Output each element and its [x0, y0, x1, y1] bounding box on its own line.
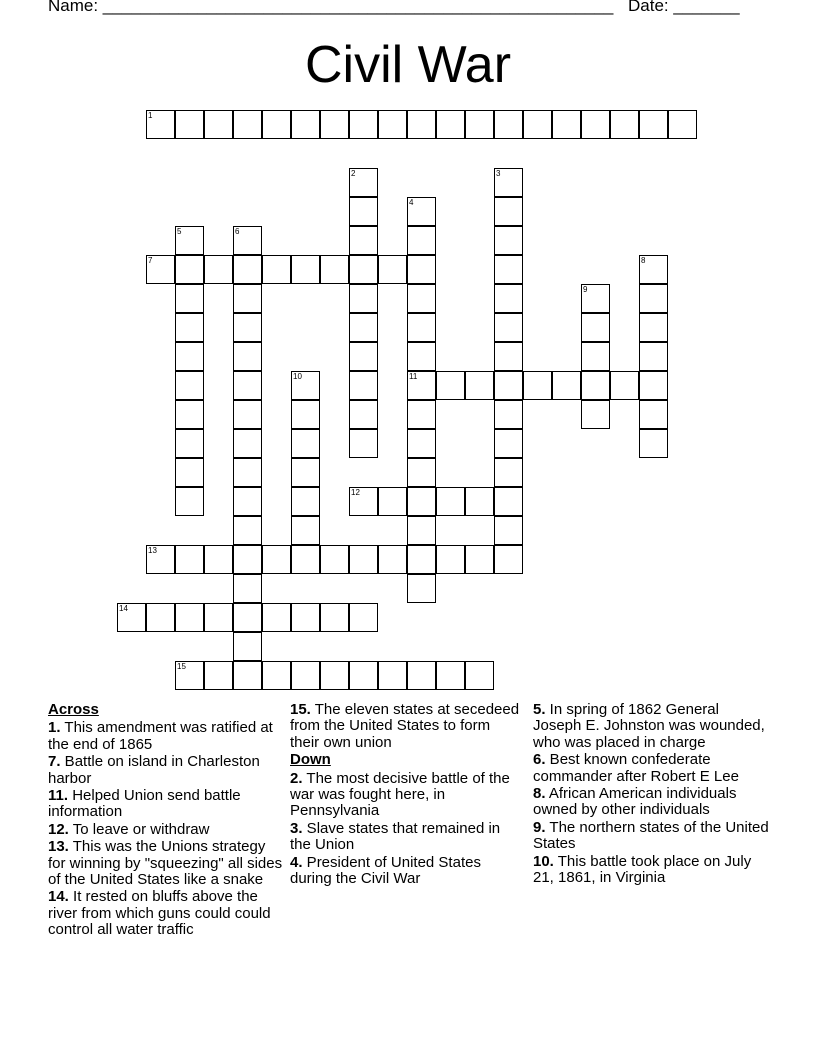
grid-cell[interactable]: [378, 255, 407, 284]
grid-cell[interactable]: [523, 371, 552, 400]
grid-cell[interactable]: [494, 255, 523, 284]
grid-cell[interactable]: [494, 516, 523, 545]
grid-cell[interactable]: [639, 400, 668, 429]
clue-number-label: 13: [148, 546, 157, 555]
grid-cell[interactable]: [639, 342, 668, 371]
grid-cell[interactable]: [233, 574, 262, 603]
grid-cell[interactable]: [204, 545, 233, 574]
grid-cell[interactable]: [552, 371, 581, 400]
grid-cell[interactable]: [494, 284, 523, 313]
clue-number: 11.: [48, 787, 69, 805]
grid-cell[interactable]: [552, 110, 581, 139]
clue-number-label: 9: [583, 285, 588, 294]
clue-number: 8.: [533, 785, 546, 803]
grid-cell[interactable]: [378, 661, 407, 690]
date-field[interactable]: Date: _______: [628, 0, 740, 15]
grid-cell[interactable]: [204, 603, 233, 632]
grid-cell[interactable]: [175, 342, 204, 371]
grid-cell[interactable]: [349, 110, 378, 139]
grid-cell[interactable]: [320, 255, 349, 284]
grid-cell[interactable]: [233, 661, 262, 690]
clue-across-7: [48, 754, 286, 787]
grid-cell[interactable]: [523, 110, 552, 139]
grid-cell[interactable]: [291, 400, 320, 429]
grid-cell[interactable]: [378, 545, 407, 574]
grid-cell[interactable]: [639, 110, 668, 139]
grid-cell[interactable]: [175, 458, 204, 487]
clue-text: President of United States during the Civil War: [290, 853, 481, 888]
clue-column-right: [533, 702, 771, 887]
grid-cell[interactable]: [320, 603, 349, 632]
grid-cell[interactable]: [175, 429, 204, 458]
grid-cell[interactable]: [175, 226, 204, 255]
grid-cell[interactable]: [436, 661, 465, 690]
grid-cell[interactable]: [291, 661, 320, 690]
clue-number-label: 2: [351, 169, 356, 178]
grid-cell[interactable]: [175, 284, 204, 313]
grid-cell[interactable]: [349, 400, 378, 429]
clue-column-left: [48, 702, 286, 940]
grid-cell[interactable]: [262, 545, 291, 574]
clue-text: To leave or withdraw: [68, 820, 210, 838]
grid-cell[interactable]: [436, 110, 465, 139]
grid-cell[interactable]: [465, 487, 494, 516]
grid-cell[interactable]: [407, 487, 436, 516]
grid-cell[interactable]: [494, 371, 523, 400]
grid-cell[interactable]: [494, 458, 523, 487]
grid-cell[interactable]: [610, 110, 639, 139]
grid-cell[interactable]: [117, 603, 146, 632]
grid-cell[interactable]: [146, 603, 175, 632]
clue-across-15: [290, 702, 522, 751]
grid-cell[interactable]: [349, 545, 378, 574]
grid-cell[interactable]: [407, 574, 436, 603]
clue-down-5: [533, 702, 771, 751]
grid-cell[interactable]: [349, 371, 378, 400]
clue-down-4: [290, 855, 522, 888]
grid-cell[interactable]: [407, 371, 436, 400]
grid-cell[interactable]: [291, 603, 320, 632]
grid-cell[interactable]: [349, 342, 378, 371]
grid-cell[interactable]: [349, 284, 378, 313]
grid-cell[interactable]: [436, 487, 465, 516]
grid-cell[interactable]: [233, 458, 262, 487]
grid-cell[interactable]: [465, 371, 494, 400]
grid-cell[interactable]: [494, 545, 523, 574]
grid-cell[interactable]: [436, 545, 465, 574]
clue-number-label: 10: [293, 372, 302, 381]
grid-cell[interactable]: [436, 371, 465, 400]
grid-cell[interactable]: [204, 661, 233, 690]
grid-cell[interactable]: [291, 545, 320, 574]
grid-cell[interactable]: [262, 603, 291, 632]
grid-cell[interactable]: [407, 458, 436, 487]
clue-number-label: 4: [409, 198, 414, 207]
grid-cell[interactable]: [378, 110, 407, 139]
grid-cell[interactable]: [581, 110, 610, 139]
grid-cell[interactable]: [581, 284, 610, 313]
grid-cell[interactable]: [233, 110, 262, 139]
clue-number: 3.: [290, 819, 303, 837]
clue-column-middle: [290, 702, 522, 888]
clue-down-10: [533, 854, 771, 887]
clue-across-13: [48, 839, 286, 888]
clue-number: 10.: [533, 852, 554, 870]
grid-cell[interactable]: [581, 313, 610, 342]
clue-text: The eleven states at secedeed from the United States to form their own union: [290, 701, 520, 751]
grid-cell[interactable]: [407, 110, 436, 139]
clue-number: 2.: [290, 769, 303, 787]
grid-cell[interactable]: [407, 400, 436, 429]
grid-cell[interactable]: [349, 661, 378, 690]
grid-cell[interactable]: [233, 400, 262, 429]
grid-cell[interactable]: [407, 661, 436, 690]
grid-cell[interactable]: [581, 400, 610, 429]
clue-number: 5.: [533, 701, 546, 718]
grid-cell[interactable]: [262, 110, 291, 139]
clue-text: Battle on island in Charleston harbor: [48, 753, 260, 787]
grid-cell[interactable]: [494, 110, 523, 139]
clue-number-label: 6: [235, 227, 240, 236]
clue-number: 13.: [48, 838, 69, 856]
grid-cell[interactable]: [494, 226, 523, 255]
clue-across-11: [48, 788, 286, 821]
grid-cell[interactable]: [668, 110, 697, 139]
clue-text: This was the Unions strategy for winning by "squeezing" all sides of the United States like a snake: [48, 838, 283, 889]
clue-text: The northern states of the United States: [533, 818, 769, 853]
grid-cell[interactable]: [233, 632, 262, 661]
grid-cell[interactable]: [291, 458, 320, 487]
grid-cell[interactable]: [204, 255, 233, 284]
grid-cell[interactable]: [349, 197, 378, 226]
grid-cell[interactable]: [320, 661, 349, 690]
grid-cell[interactable]: [349, 168, 378, 197]
grid-cell[interactable]: [494, 400, 523, 429]
grid-cell[interactable]: [465, 661, 494, 690]
grid-cell[interactable]: [349, 255, 378, 284]
grid-cell[interactable]: [262, 255, 291, 284]
grid-cell[interactable]: [291, 429, 320, 458]
grid-cell[interactable]: [494, 168, 523, 197]
clue-text: In spring of 1862 General Joseph E. Johnston was wounded, who was placed in charge: [533, 701, 765, 751]
grid-cell[interactable]: [175, 661, 204, 690]
grid-cell[interactable]: [291, 487, 320, 516]
grid-cell[interactable]: [146, 545, 175, 574]
clue-down-8: [533, 786, 771, 819]
across-heading: Across: [48, 701, 99, 718]
clue-number-label: 5: [177, 227, 182, 236]
clue-number: 4.: [290, 853, 303, 871]
grid-cell[interactable]: [233, 545, 262, 574]
grid-cell[interactable]: [233, 342, 262, 371]
clue-text: The most decisive battle of the war was fought here, in Pennsylvania: [290, 769, 510, 820]
clue-text: This battle took place on July 21, 1861, in Virginia: [533, 852, 752, 887]
clue-down-9: [533, 820, 771, 853]
grid-cell[interactable]: [320, 110, 349, 139]
clue-number: 9.: [533, 818, 546, 836]
grid-cell[interactable]: [233, 603, 262, 632]
grid-cell[interactable]: [407, 545, 436, 574]
page-title: Civil War: [304, 36, 512, 94]
clue-down-2: [290, 771, 522, 820]
grid-cell[interactable]: [233, 226, 262, 255]
grid-cell[interactable]: [349, 429, 378, 458]
grid-cell[interactable]: [233, 516, 262, 545]
grid-cell[interactable]: [407, 255, 436, 284]
clue-number: 7.: [48, 753, 61, 771]
grid-cell[interactable]: [494, 313, 523, 342]
grid-cell[interactable]: [175, 110, 204, 139]
grid-cell[interactable]: [204, 110, 233, 139]
clue-across-1: [48, 720, 286, 753]
grid-cell[interactable]: [175, 400, 204, 429]
clue-number: 12.: [48, 820, 69, 838]
grid-cell[interactable]: [407, 313, 436, 342]
grid-cell[interactable]: [175, 487, 204, 516]
grid-cell[interactable]: [349, 603, 378, 632]
grid-cell[interactable]: [639, 429, 668, 458]
grid-cell[interactable]: [175, 313, 204, 342]
grid-cell[interactable]: [494, 197, 523, 226]
grid-cell[interactable]: [407, 342, 436, 371]
down-heading: Down: [290, 751, 331, 769]
grid-cell[interactable]: [233, 487, 262, 516]
clue-across-12: [48, 822, 286, 838]
grid-cell[interactable]: [233, 255, 262, 284]
grid-cell[interactable]: [494, 429, 523, 458]
grid-cell[interactable]: [378, 487, 407, 516]
grid-cell[interactable]: [349, 313, 378, 342]
clue-list: [0, 702, 816, 962]
clue-text: Slave states that remained in the Union: [290, 819, 501, 854]
clue-number-label: 3: [496, 169, 501, 178]
clue-down-3: [290, 821, 522, 854]
grid-cell[interactable]: [175, 545, 204, 574]
clue-number-label: 1: [148, 111, 153, 120]
grid-cell[interactable]: [175, 371, 204, 400]
grid-cell[interactable]: [349, 226, 378, 255]
grid-cell[interactable]: [639, 284, 668, 313]
grid-cell[interactable]: [175, 255, 204, 284]
grid-cell[interactable]: [320, 545, 349, 574]
clue-number-label: 14: [119, 604, 128, 613]
grid-cell[interactable]: [233, 371, 262, 400]
grid-cell[interactable]: [233, 313, 262, 342]
clue-text: African American individuals owned by other individuals: [533, 785, 737, 819]
grid-cell[interactable]: [494, 342, 523, 371]
clue-number-label: 15: [177, 662, 186, 671]
clue-number-label: 7: [148, 256, 153, 265]
grid-cell[interactable]: [291, 110, 320, 139]
grid-cell[interactable]: [610, 371, 639, 400]
grid-cell[interactable]: [291, 255, 320, 284]
grid-cell[interactable]: [233, 429, 262, 458]
grid-cell[interactable]: [581, 342, 610, 371]
clue-number-label: 8: [641, 256, 646, 265]
grid-cell[interactable]: [639, 255, 668, 284]
grid-cell[interactable]: [581, 371, 610, 400]
grid-cell[interactable]: [639, 371, 668, 400]
clue-number: 15.: [290, 701, 311, 718]
grid-cell[interactable]: [407, 284, 436, 313]
clue-number-label: 12: [351, 488, 360, 497]
clue-number: 1.: [48, 719, 61, 737]
grid-cell[interactable]: [291, 371, 320, 400]
grid-cell[interactable]: [465, 545, 494, 574]
clue-across-14: [48, 889, 286, 938]
grid-cell[interactable]: [639, 313, 668, 342]
clue-number: 6.: [533, 751, 546, 769]
clue-number: 14.: [48, 888, 69, 906]
grid-cell[interactable]: [407, 226, 436, 255]
grid-cell[interactable]: [407, 516, 436, 545]
grid-cell[interactable]: [233, 284, 262, 313]
grid-cell[interactable]: [146, 110, 175, 139]
clue-text: Helped Union send battle information: [48, 787, 241, 821]
grid-cell[interactable]: [407, 429, 436, 458]
grid-cell[interactable]: [146, 255, 175, 284]
clue-text: This amendment was ratified at the end of 1865: [48, 719, 273, 753]
clue-number-label: 11: [409, 372, 418, 381]
grid-cell[interactable]: [291, 516, 320, 545]
clue-text: Best known confederate commander after Robert E Lee: [533, 751, 739, 785]
clue-text: It rested on bluffs above the river from which guns could could control all water traffic: [48, 888, 271, 939]
grid-cell[interactable]: [407, 197, 436, 226]
grid-cell[interactable]: [175, 603, 204, 632]
grid-cell[interactable]: [494, 487, 523, 516]
clue-down-6: [533, 752, 771, 785]
name-field[interactable]: Name: ______________________________________________________: [48, 0, 614, 15]
grid-cell[interactable]: [349, 487, 378, 516]
grid-cell[interactable]: [262, 661, 291, 690]
grid-cell[interactable]: [465, 110, 494, 139]
